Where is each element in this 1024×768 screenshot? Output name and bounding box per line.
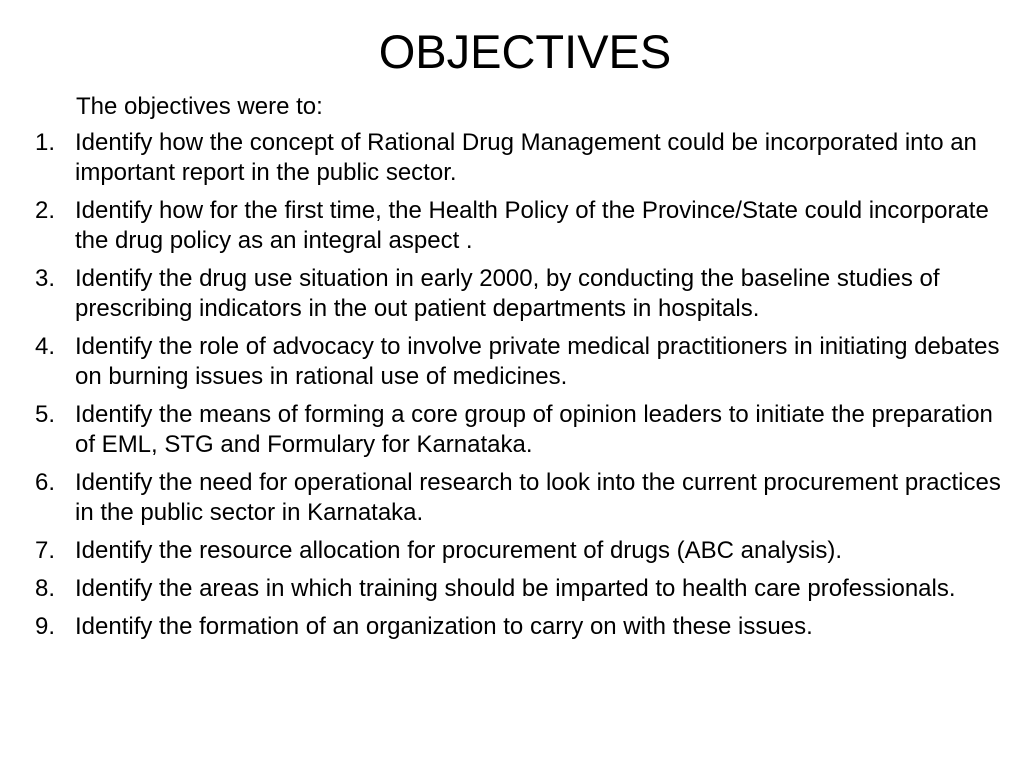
objective-text: Identify the drug use situation in early 2000, by conducting the baseline studies of prescribing indicators in the out patient departments in hospitals. (75, 265, 940, 322)
objective-number: 9. (35, 613, 56, 640)
objective-number: 5. (35, 401, 56, 428)
objective-number: 4. (35, 333, 56, 360)
objective-item (0, 332, 1010, 392)
objective-item (0, 536, 1010, 566)
objective-text: Identify the means of forming a core group of opinion leaders to initiate the preparation of EML, STG and Formulary for Karnataka. (75, 401, 993, 458)
objective-item (0, 128, 1010, 188)
objective-text: Identify the areas in which training should be imparted to health care professionals. (75, 575, 956, 602)
objective-text: Identify the resource allocation for procurement of drugs (ABC analysis). (75, 537, 843, 564)
objective-number: 1. (35, 129, 56, 156)
intro-text: The objectives were to: (76, 93, 323, 120)
objective-number: 8. (35, 575, 56, 602)
objective-number: 3. (35, 265, 56, 292)
objective-number: 7. (35, 537, 56, 564)
objective-item (0, 468, 1010, 528)
objective-text: Identify the role of advocacy to involve private medical practitioners in initiating debates on burning issues in rational use of medicines. (75, 333, 1000, 390)
objective-text: Identify how the concept of Rational Drug Management could be incorporated into an important report in the public sector. (75, 129, 977, 186)
objective-text: Identify the formation of an organization to carry on with these issues. (75, 613, 813, 640)
objective-text: Identify how for the first time, the Health Policy of the Province/State could incorporate the drug policy as an integral aspect . (75, 197, 989, 254)
objective-item (0, 574, 1010, 604)
slide-title: OBJECTIVES (378, 25, 672, 78)
objective-item (0, 264, 1010, 324)
objectives-list (0, 128, 1010, 650)
objective-number: 2. (35, 197, 56, 224)
objective-item (0, 196, 1010, 256)
objective-item (0, 612, 1010, 642)
objective-item (0, 400, 1010, 460)
objective-text: Identify the need for operational research to look into the current procurement practices in the public sector in Karnataka. (75, 469, 1001, 526)
objective-number: 6. (35, 469, 56, 496)
